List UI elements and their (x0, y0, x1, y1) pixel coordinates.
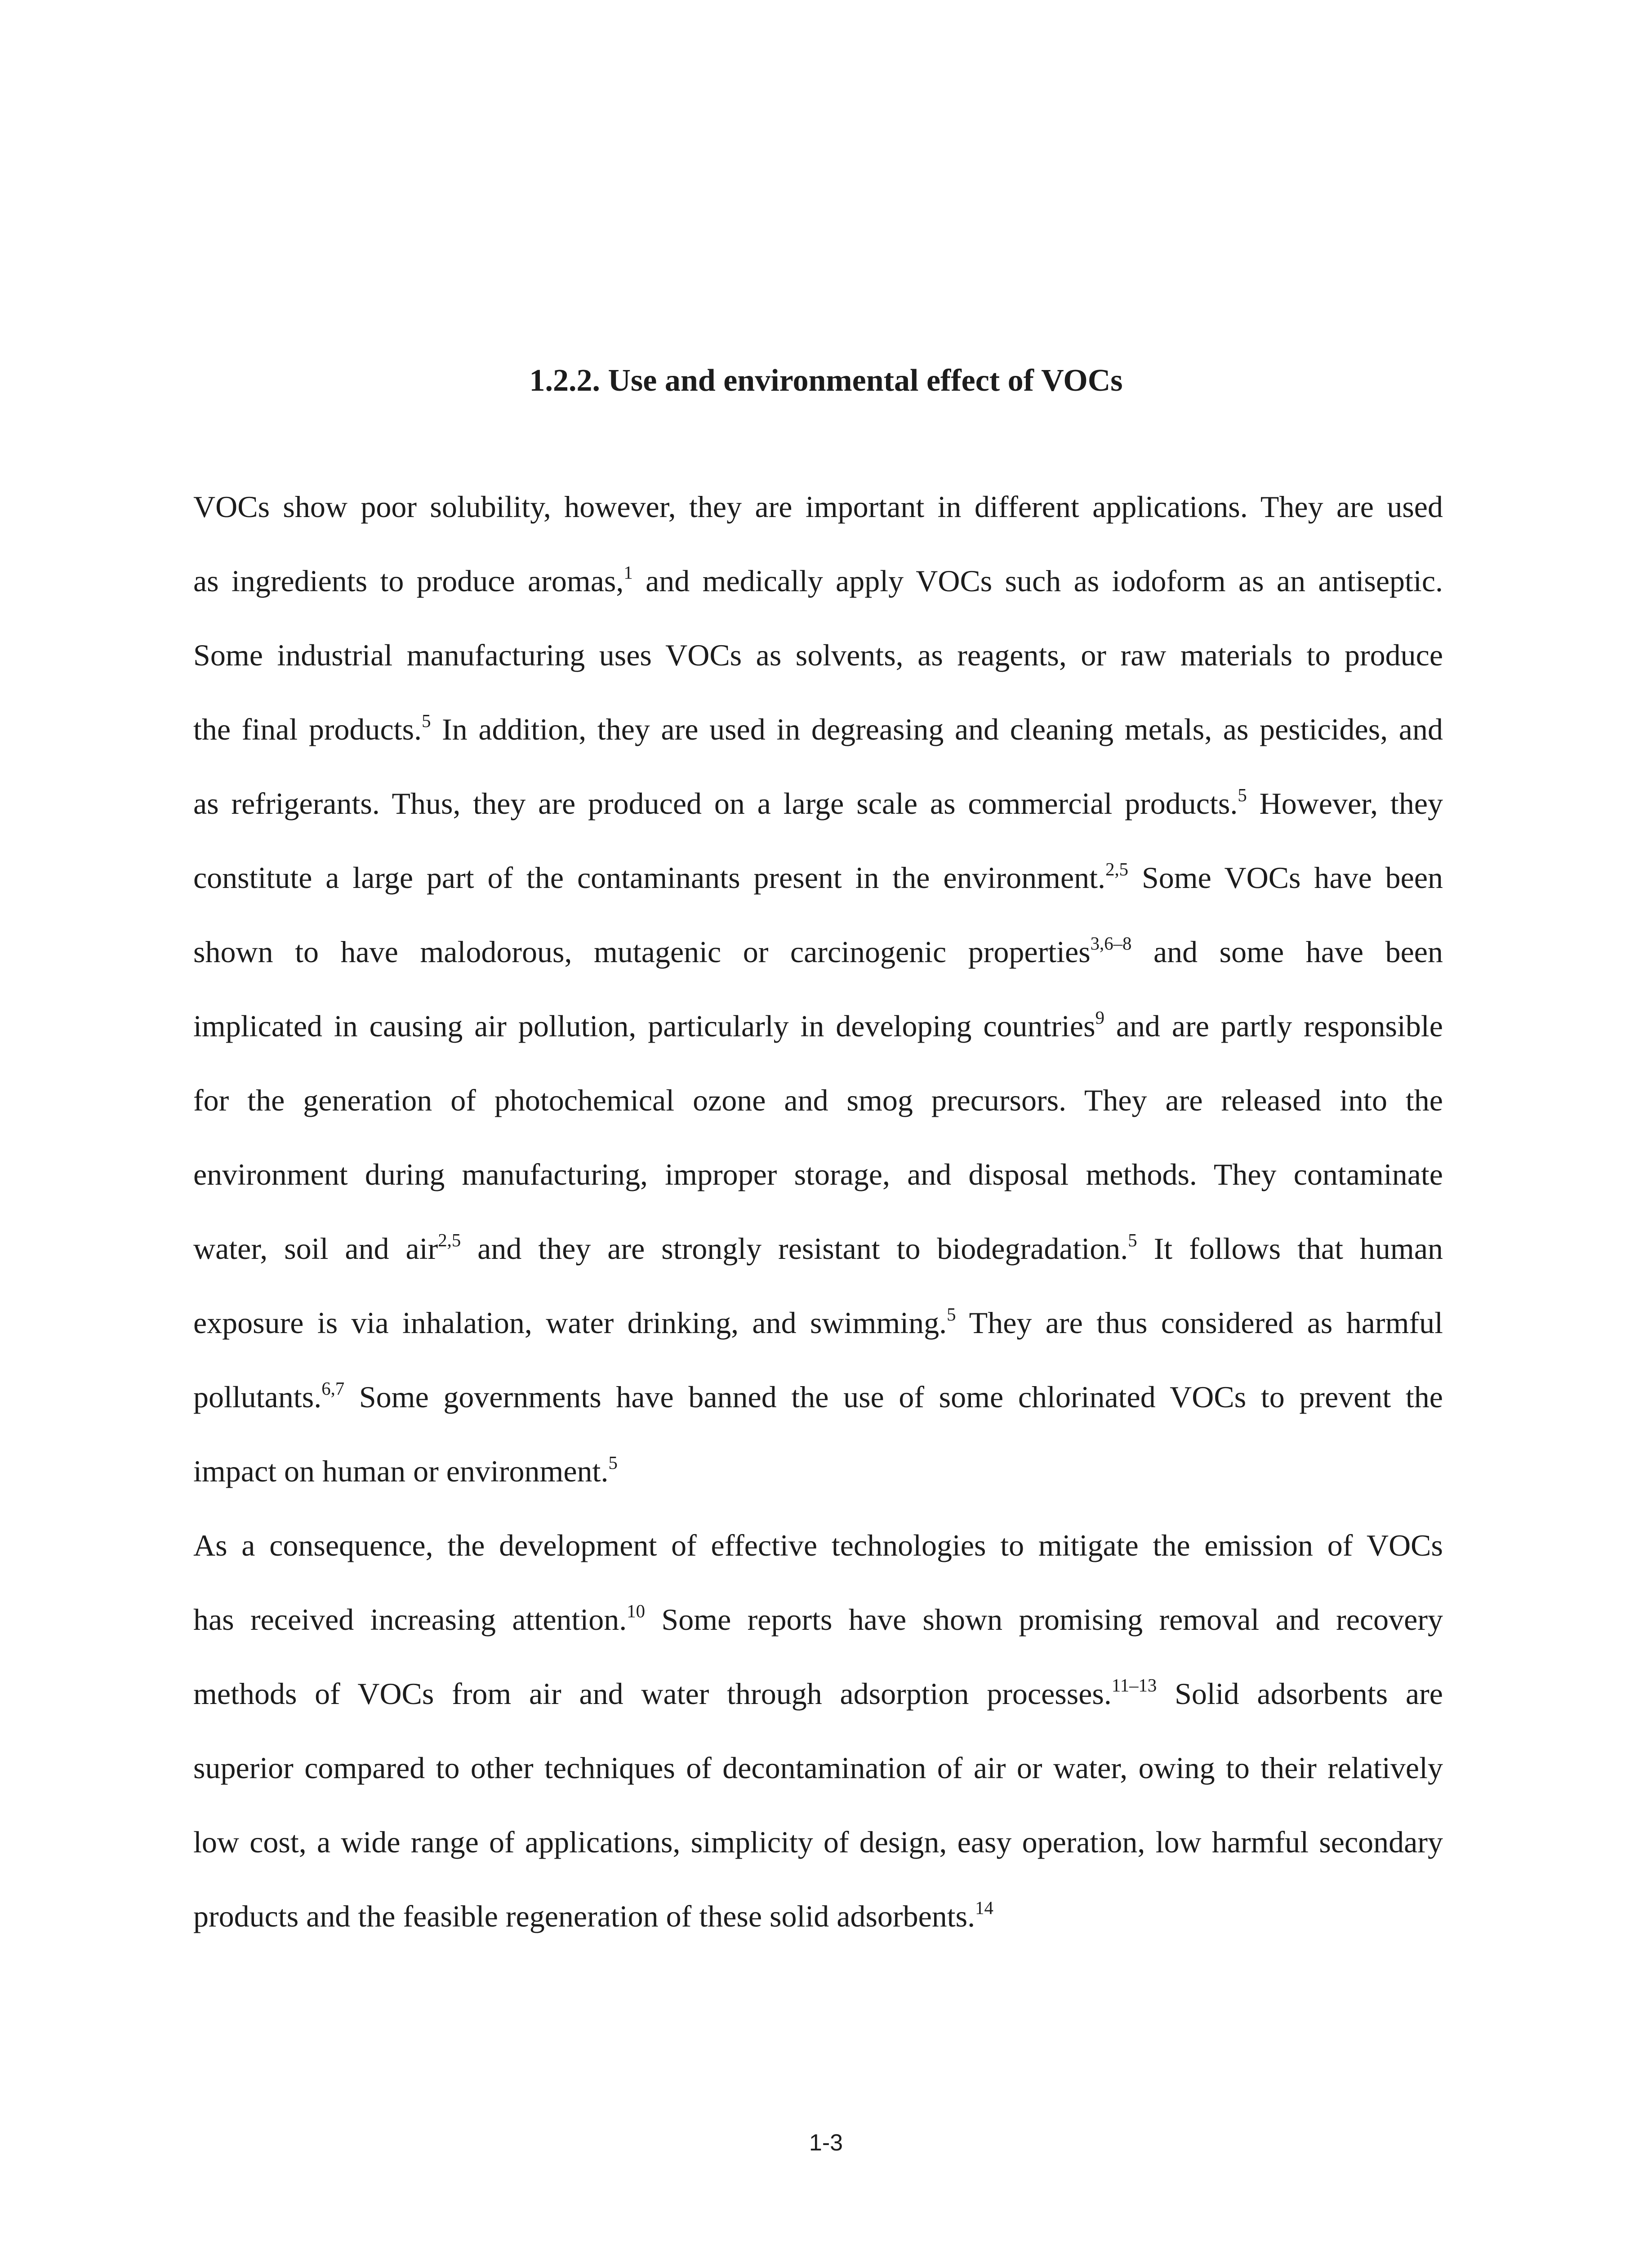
text-run: As a consequence, the development of effective technologies to mitigate the emission of VOCs (193, 1528, 1443, 1562)
text-run: It follows that human (1137, 1231, 1443, 1266)
text-line (193, 1879, 1443, 1954)
citation-ref: 5 (422, 711, 431, 731)
text-line (193, 1583, 1443, 1657)
citation-ref: 5 (1238, 785, 1247, 806)
citation-ref: 3,6–8 (1090, 933, 1132, 954)
text-line (193, 618, 1443, 692)
citation-ref: 1 (623, 562, 633, 583)
text-line (193, 692, 1443, 767)
text-line (193, 1360, 1443, 1434)
text-line (193, 1657, 1443, 1731)
paragraph-2 (193, 1508, 1443, 1954)
text-run: has received increasing attention. (193, 1602, 627, 1637)
text-run: exposure is via inhalation, water drinking, and swimming. (193, 1306, 947, 1340)
text-run: However, they (1247, 786, 1443, 821)
page-number: 1-3 (809, 2130, 843, 2156)
citation-ref: 2,5 (438, 1230, 461, 1251)
text-run: pollutants. (193, 1380, 322, 1414)
text-run: Solid adsorbents are (1157, 1677, 1443, 1711)
text-run: Some VOCs have been (1128, 861, 1443, 895)
citation-ref: 6,7 (321, 1378, 345, 1399)
text-run: and some have been (1131, 935, 1443, 969)
citation-ref: 5 (947, 1304, 956, 1325)
text-line (193, 767, 1443, 841)
text-line (193, 1805, 1443, 1879)
citation-ref: 10 (627, 1601, 646, 1622)
citation-ref: 14 (975, 1898, 993, 1918)
text-line (193, 1434, 1443, 1508)
text-line (193, 544, 1443, 618)
text-run: and they are strongly resistant to biodegradation. (461, 1231, 1128, 1266)
citation-ref: 5 (608, 1453, 618, 1473)
text-line (193, 841, 1443, 915)
text-run: In addition, they are used in degreasing and cleaning metals, as pesticides, and (431, 712, 1443, 746)
citation-ref: 5 (1128, 1230, 1137, 1251)
text-run: implicated in causing air pollution, particularly in developing countries (193, 1009, 1095, 1043)
section-heading: 1.2.2. Use and environmental effect of VOCs (529, 363, 1123, 398)
text-run: They are thus considered as harmful (956, 1306, 1443, 1340)
text-line (193, 470, 1443, 544)
text-line (193, 1063, 1443, 1137)
text-line (193, 1286, 1443, 1360)
text-line (193, 1508, 1443, 1583)
text-line (193, 1212, 1443, 1286)
text-run: impact on human or environment. (193, 1454, 609, 1488)
text-run: shown to have malodorous, mutagenic or carcinogenic properties (193, 935, 1091, 969)
text-line (193, 915, 1443, 989)
text-run: for the generation of photochemical ozone and smog precursors. They are released into the (193, 1083, 1443, 1117)
text-run: constitute a large part of the contaminants present in the environment. (193, 861, 1106, 895)
text-run: low cost, a wide range of applications, simplicity of design, easy operation, low harmful secondary (193, 1825, 1443, 1859)
text-line (193, 1731, 1443, 1805)
text-run: methods of VOCs from air and water through adsorption processes. (193, 1677, 1112, 1711)
text-run: as ingredients to produce aromas, (193, 564, 624, 598)
text-line (193, 1137, 1443, 1212)
text-run: and are partly responsible (1104, 1009, 1443, 1043)
text-run: superior compared to other techniques of decontamination of air or water, owing to their relatively (193, 1751, 1443, 1785)
citation-ref: 2,5 (1105, 859, 1129, 880)
text-line (193, 989, 1443, 1063)
citation-ref: 11–13 (1111, 1675, 1157, 1696)
body-text (193, 470, 1443, 1954)
text-run: as refrigerants. Thus, they are produced on a large scale as commercial products. (193, 786, 1238, 821)
text-run: environment during manufacturing, improper storage, and disposal methods. They contaminate (193, 1157, 1443, 1191)
text-run: water, soil and air (193, 1231, 438, 1266)
text-run: Some governments have banned the use of some chlorinated VOCs to prevent the (344, 1380, 1443, 1414)
text-run: Some reports have shown promising removal and recovery (645, 1602, 1443, 1637)
text-run: VOCs show poor solubility, however, they are important in different applications. They are used (193, 490, 1443, 524)
paragraph-1 (193, 470, 1443, 1508)
text-run: Some industrial manufacturing uses VOCs as solvents, as reagents, or raw materials to produce (193, 638, 1443, 672)
text-run: and medically apply VOCs such as iodoform as an antiseptic. (632, 564, 1443, 598)
text-run: the final products. (193, 712, 422, 746)
citation-ref: 9 (1095, 1008, 1104, 1028)
text-run: products and the feasible regeneration of these solid adsorbents. (193, 1899, 975, 1933)
